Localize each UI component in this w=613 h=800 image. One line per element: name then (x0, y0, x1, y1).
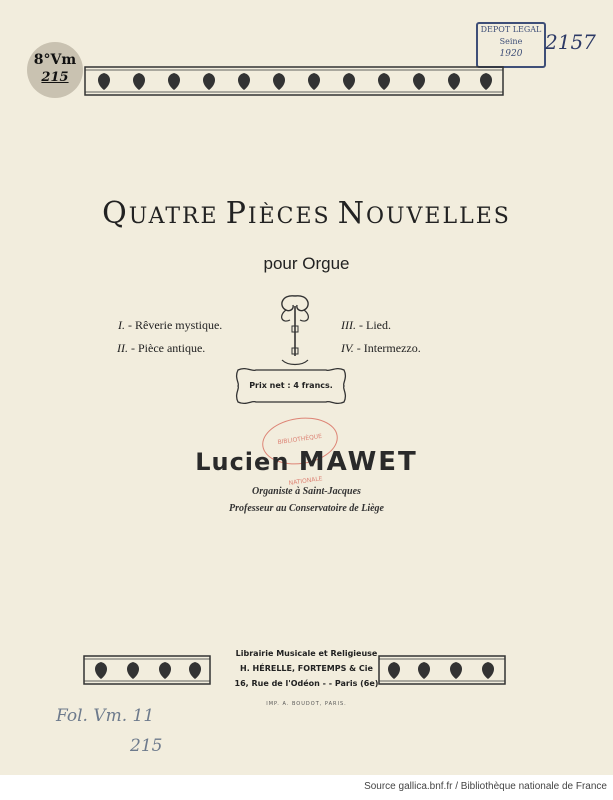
score-title (0, 196, 613, 231)
library-stamp: BIBLIOTHÈQUE NATIONALE (259, 413, 341, 469)
title-n: N (337, 196, 366, 231)
publisher-line-2: H. HÉRELLE, FORTEMPS & Cie (240, 664, 373, 673)
title-q: Q (102, 196, 129, 231)
composer-name (0, 447, 613, 477)
piece-3 (341, 318, 391, 333)
printer-line: IMP. A. BOUDOT, PARIS. (266, 701, 347, 707)
piece-4-title: - Intermezzo. (356, 341, 421, 355)
price-label: Prix net : 4 francs. (249, 381, 333, 390)
piece-2-title: - Pièce antique. (131, 341, 206, 355)
legal-deposit-stamp (476, 22, 546, 68)
stamp-line-2: Seine (499, 37, 523, 46)
title-uatre: UATRE (128, 204, 219, 229)
shelfmark-label (27, 42, 83, 98)
composer-role-2: Professeur au Conservatoire de Liège (229, 503, 384, 514)
stamp-line-3: 1920 (499, 49, 523, 59)
shelfmark-line-2: 215 (41, 70, 69, 85)
central-key-ornament (272, 292, 318, 368)
piece-1 (118, 318, 222, 333)
top-ornament-band (84, 66, 504, 96)
stamp-line-1: DEPOT LEGAL (480, 25, 542, 34)
composer-role-1: Organiste à Saint-Jacques (252, 486, 361, 497)
pencil-note-line-1: Fol. Vm. 11 (56, 706, 155, 726)
piece-4 (341, 341, 421, 356)
piece-1-title: - Rêverie mystique. (128, 318, 223, 332)
shelfmark-line-1: 8°Vm (33, 52, 77, 68)
title-ieces: IÈCES (247, 204, 331, 229)
piece-2 (117, 341, 205, 356)
publisher-line-3: 16, Rue de l'Odéon - - Paris (6e) (234, 679, 379, 688)
piece-3-title: - Lied. (359, 318, 391, 332)
piece-4-number: IV. (341, 341, 354, 355)
composer-first-name: Lucien (195, 448, 290, 476)
piece-1-number: I. (118, 318, 125, 332)
composer-last-name: MAWET (298, 447, 418, 477)
piece-2-number: II. (117, 341, 128, 355)
title-p: P (225, 196, 248, 231)
subtitle: pour Orgue (263, 254, 350, 273)
title-ouvelles: OUVELLES (365, 204, 511, 229)
piece-3-number: III. (341, 318, 356, 332)
pencil-note-line-2: 215 (130, 736, 163, 756)
source-footer: Source gallica.bnf.fr / Bibliothèque nationale de France (364, 781, 607, 792)
publisher-line-1: Librairie Musicale et Religieuse (235, 649, 378, 658)
handwritten-number: 2157 (545, 30, 596, 54)
